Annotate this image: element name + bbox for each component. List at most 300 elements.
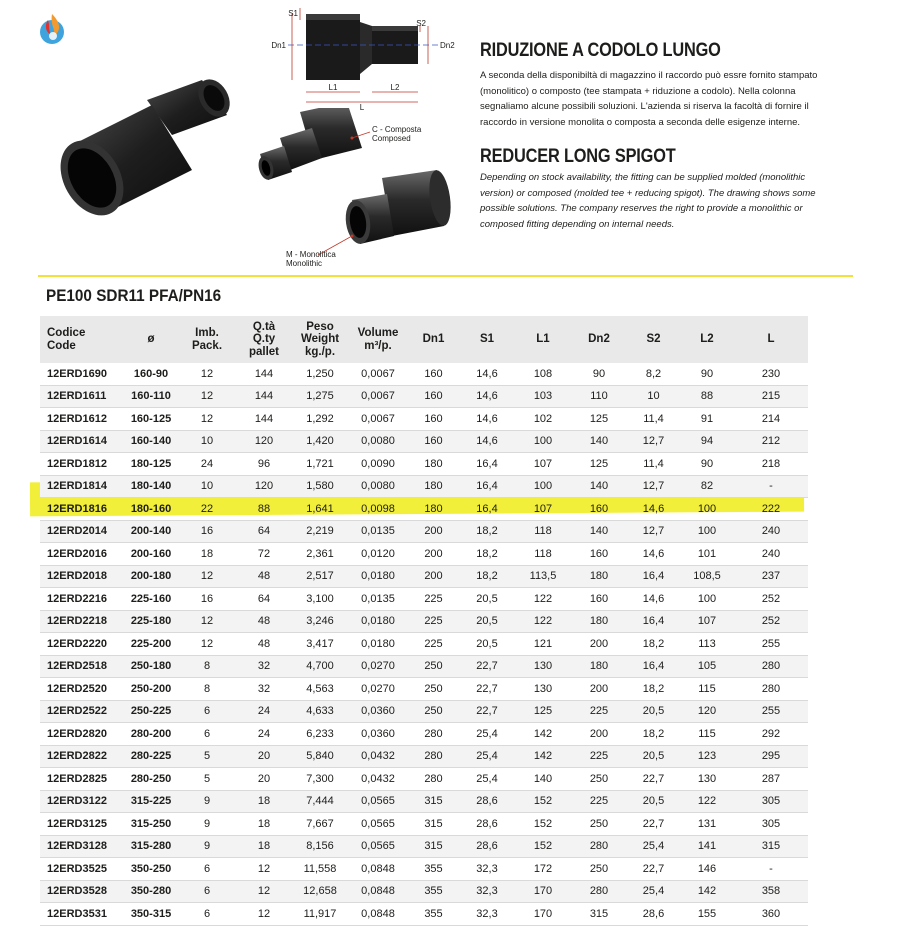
- cell-pallet-qty: 120: [236, 475, 292, 498]
- cell-code: 12ERD2825: [40, 768, 124, 791]
- cell-volume: 0,0180: [348, 565, 408, 588]
- cell-dn1: 200: [408, 543, 459, 566]
- cell-l: 280: [734, 655, 808, 678]
- cell-weight: 3,246: [292, 610, 348, 633]
- table-row: [40, 408, 808, 431]
- cell-s1: 32,3: [459, 903, 515, 926]
- cell-l2: 130: [680, 768, 734, 791]
- cell-l: -: [734, 858, 808, 881]
- cell-code: 12ERD2520: [40, 678, 124, 701]
- col-header-l2: L2: [680, 316, 734, 363]
- dim-label-dn2: Dn2: [440, 41, 455, 50]
- cell-pack: 9: [178, 813, 236, 836]
- cell-pallet-qty: 96: [236, 453, 292, 476]
- cell-code: 12ERD1611: [40, 385, 124, 408]
- cell-l: 252: [734, 610, 808, 633]
- cell-diameter: 200-180: [124, 565, 178, 588]
- cell-pallet-qty: 12: [236, 903, 292, 926]
- table-row: [40, 633, 808, 656]
- cell-dn1: 225: [408, 588, 459, 611]
- cell-pack: 5: [178, 768, 236, 791]
- cell-pallet-qty: 18: [236, 835, 292, 858]
- cell-dn2: 180: [571, 655, 627, 678]
- cell-dn2: 90: [571, 363, 627, 385]
- col-header-dn2: Dn2: [571, 316, 627, 363]
- cell-volume: 0,0135: [348, 520, 408, 543]
- cell-volume: 0,0360: [348, 723, 408, 746]
- cell-s2: 20,5: [627, 790, 680, 813]
- cell-weight: 8,156: [292, 835, 348, 858]
- cell-l1: 122: [515, 588, 571, 611]
- cell-diameter: 250-180: [124, 655, 178, 678]
- cell-s2: 16,4: [627, 655, 680, 678]
- description-english: Depending on stock availability, the fitting can be supplied molded (monolithic version) or composed (molded tee + reducing spigot). The drawing shows some possible solutions. The company reserves the right to provide a monolithic or composed fitting depending on internal needs.: [480, 172, 816, 230]
- cell-l1: 172: [515, 858, 571, 881]
- cell-l2: 101: [680, 543, 734, 566]
- cell-diameter: 280-225: [124, 745, 178, 768]
- company-logo: [38, 12, 68, 46]
- cell-l2: 120: [680, 700, 734, 723]
- cell-pack: 12: [178, 565, 236, 588]
- cell-volume: 0,0180: [348, 633, 408, 656]
- cell-volume: 0,0270: [348, 678, 408, 701]
- cell-s1: 16,4: [459, 498, 515, 521]
- cell-dn1: 315: [408, 790, 459, 813]
- cell-code: 12ERD2522: [40, 700, 124, 723]
- cell-volume: 0,0432: [348, 768, 408, 791]
- cell-s2: 22,7: [627, 813, 680, 836]
- section-divider: [38, 275, 853, 277]
- table-row: [40, 903, 808, 926]
- cell-pack: 8: [178, 655, 236, 678]
- cell-pack: 8: [178, 678, 236, 701]
- cell-l1: 122: [515, 610, 571, 633]
- cell-volume: 0,0080: [348, 430, 408, 453]
- table-row: [40, 588, 808, 611]
- cell-volume: 0,0432: [348, 745, 408, 768]
- cell-pack: 16: [178, 588, 236, 611]
- cell-diameter: 280-200: [124, 723, 178, 746]
- cell-l2: 122: [680, 790, 734, 813]
- cell-diameter: 180-160: [124, 498, 178, 521]
- cell-dn1: 160: [408, 363, 459, 385]
- cell-code: 12ERD2016: [40, 543, 124, 566]
- product-photo: [52, 60, 252, 230]
- cell-volume: 0,0848: [348, 880, 408, 903]
- cell-s1: 28,6: [459, 790, 515, 813]
- cell-l2: 100: [680, 588, 734, 611]
- cell-l2: 155: [680, 903, 734, 926]
- cell-dn1: 355: [408, 903, 459, 926]
- title-english: REDUCER LONG SPIGOT: [480, 146, 676, 167]
- title-italian: RIDUZIONE A CODOLO LUNGO: [480, 40, 721, 61]
- cell-l2: 115: [680, 678, 734, 701]
- cell-volume: 0,0360: [348, 700, 408, 723]
- cell-s1: 28,6: [459, 813, 515, 836]
- cell-pack: 6: [178, 903, 236, 926]
- cell-volume: 0,0565: [348, 813, 408, 836]
- cell-diameter: 315-250: [124, 813, 178, 836]
- table-row: [40, 723, 808, 746]
- description-italian: A seconda della disponibiltà di magazzino il raccordo può essre fornito stampato (monolitico) o composto (tee stampata + riduzione a codolo). Nella colonna segnaliamo alcune possibili soluzioni. L'azienda si riserva la facoltà di fornire il raccordo in versione monolita o composta a seconda delle esigenze interne.: [480, 70, 818, 128]
- cell-code: 12ERD1812: [40, 453, 124, 476]
- cell-pallet-qty: 18: [236, 790, 292, 813]
- cell-s2: 10: [627, 385, 680, 408]
- cell-pallet-qty: 32: [236, 655, 292, 678]
- cell-volume: 0,0565: [348, 790, 408, 813]
- cell-l2: 100: [680, 520, 734, 543]
- cell-code: 12ERD3125: [40, 813, 124, 836]
- cell-code: 12ERD3528: [40, 880, 124, 903]
- cell-dn2: 250: [571, 858, 627, 881]
- cell-l2: 105: [680, 655, 734, 678]
- cell-s1: 14,6: [459, 385, 515, 408]
- cell-dn1: 160: [408, 408, 459, 431]
- table-row: [40, 475, 808, 498]
- cell-l: 237: [734, 565, 808, 588]
- cell-weight: 1,641: [292, 498, 348, 521]
- cell-pallet-qty: 32: [236, 678, 292, 701]
- cell-dn1: 160: [408, 430, 459, 453]
- cell-pallet-qty: 120: [236, 430, 292, 453]
- cell-code: 12ERD3122: [40, 790, 124, 813]
- cell-s1: 14,6: [459, 363, 515, 385]
- cell-l1: 130: [515, 655, 571, 678]
- cell-weight: 3,100: [292, 588, 348, 611]
- cell-weight: 4,633: [292, 700, 348, 723]
- table-row: [40, 430, 808, 453]
- cell-s1: 28,6: [459, 835, 515, 858]
- composed-label-en: Composed: [372, 134, 411, 143]
- cell-dn2: 225: [571, 700, 627, 723]
- variant-label-monolithic: [286, 250, 336, 268]
- cell-dn1: 280: [408, 768, 459, 791]
- cell-l1: 107: [515, 498, 571, 521]
- cell-pack: 12: [178, 610, 236, 633]
- cell-s1: 14,6: [459, 430, 515, 453]
- cell-dn2: 200: [571, 723, 627, 746]
- cell-volume: 0,0067: [348, 385, 408, 408]
- table-row: [40, 655, 808, 678]
- col-header-code: Codice Code: [40, 316, 124, 363]
- cell-dn1: 355: [408, 858, 459, 881]
- cell-diameter: 160-90: [124, 363, 178, 385]
- dim-label-l: L: [359, 103, 365, 112]
- cell-volume: 0,0067: [348, 408, 408, 431]
- cell-weight: 3,417: [292, 633, 348, 656]
- cell-volume: 0,0067: [348, 363, 408, 385]
- cell-dn1: 315: [408, 813, 459, 836]
- cell-s1: 20,5: [459, 633, 515, 656]
- cell-dn1: 250: [408, 700, 459, 723]
- cell-pack: 12: [178, 385, 236, 408]
- cell-l2: 91: [680, 408, 734, 431]
- cell-diameter: 160-125: [124, 408, 178, 431]
- cell-s2: 14,6: [627, 543, 680, 566]
- table-row: [40, 498, 808, 521]
- cell-code: 12ERD3525: [40, 858, 124, 881]
- cell-diameter: 280-250: [124, 768, 178, 791]
- cell-l: 358: [734, 880, 808, 903]
- table-row: [40, 385, 808, 408]
- cell-pallet-qty: 20: [236, 745, 292, 768]
- cell-dn1: 315: [408, 835, 459, 858]
- table-row: [40, 858, 808, 881]
- cell-l: 295: [734, 745, 808, 768]
- cell-pack: 16: [178, 520, 236, 543]
- cell-s2: 11,4: [627, 408, 680, 431]
- cell-pack: 6: [178, 723, 236, 746]
- cell-l: 255: [734, 633, 808, 656]
- table-header-row: [40, 316, 808, 363]
- col-header-diameter: ø: [124, 316, 178, 363]
- table-row: [40, 678, 808, 701]
- cell-l: 287: [734, 768, 808, 791]
- cell-dn2: 250: [571, 813, 627, 836]
- cell-s2: 20,5: [627, 700, 680, 723]
- table-row: [40, 610, 808, 633]
- cell-s2: 22,7: [627, 768, 680, 791]
- cell-dn2: 315: [571, 903, 627, 926]
- cell-dn2: 125: [571, 453, 627, 476]
- cell-diameter: 225-160: [124, 588, 178, 611]
- cell-l: 230: [734, 363, 808, 385]
- cell-s2: 12,7: [627, 475, 680, 498]
- cell-s2: 14,6: [627, 498, 680, 521]
- cell-s1: 18,2: [459, 520, 515, 543]
- cell-dn1: 160: [408, 385, 459, 408]
- cell-dn1: 180: [408, 475, 459, 498]
- cell-pack: 6: [178, 858, 236, 881]
- cell-l1: 130: [515, 678, 571, 701]
- cell-l2: 90: [680, 363, 734, 385]
- cell-dn2: 225: [571, 745, 627, 768]
- cell-code: 12ERD1614: [40, 430, 124, 453]
- cell-s1: 22,7: [459, 655, 515, 678]
- cell-s1: 16,4: [459, 453, 515, 476]
- cell-pack: 10: [178, 430, 236, 453]
- dim-label-l2: L2: [390, 83, 400, 92]
- cell-l1: 142: [515, 745, 571, 768]
- cell-l1: 113,5: [515, 565, 571, 588]
- cell-s2: 18,2: [627, 723, 680, 746]
- cell-l: 214: [734, 408, 808, 431]
- cell-s2: 22,7: [627, 858, 680, 881]
- cell-code: 12ERD3128: [40, 835, 124, 858]
- cell-code: 12ERD2820: [40, 723, 124, 746]
- cell-l2: 146: [680, 858, 734, 881]
- cell-l: 280: [734, 678, 808, 701]
- cell-s1: 25,4: [459, 723, 515, 746]
- cell-l: 218: [734, 453, 808, 476]
- table-row: [40, 453, 808, 476]
- cell-dn1: 200: [408, 520, 459, 543]
- cell-pack: 12: [178, 408, 236, 431]
- cell-l2: 113: [680, 633, 734, 656]
- cell-diameter: 180-125: [124, 453, 178, 476]
- cell-l: 315: [734, 835, 808, 858]
- cell-code: 12ERD3531: [40, 903, 124, 926]
- cell-pallet-qty: 72: [236, 543, 292, 566]
- cell-l1: 100: [515, 475, 571, 498]
- cell-pallet-qty: 24: [236, 723, 292, 746]
- cell-diameter: 250-225: [124, 700, 178, 723]
- col-header-dn1: Dn1: [408, 316, 459, 363]
- cell-l: 212: [734, 430, 808, 453]
- cell-l2: 115: [680, 723, 734, 746]
- cell-s2: 11,4: [627, 453, 680, 476]
- cell-diameter: 200-160: [124, 543, 178, 566]
- cell-weight: 2,361: [292, 543, 348, 566]
- cell-pallet-qty: 48: [236, 633, 292, 656]
- cell-diameter: 200-140: [124, 520, 178, 543]
- cell-weight: 7,444: [292, 790, 348, 813]
- cell-l1: 140: [515, 768, 571, 791]
- cell-l: -: [734, 475, 808, 498]
- cell-l1: 100: [515, 430, 571, 453]
- cell-s2: 25,4: [627, 835, 680, 858]
- cell-code: 12ERD1690: [40, 363, 124, 385]
- col-header-pallet-qty: Q.tà Q.ty pallet: [236, 316, 292, 363]
- cell-l: 305: [734, 790, 808, 813]
- cell-code: 12ERD2216: [40, 588, 124, 611]
- cell-pallet-qty: 48: [236, 610, 292, 633]
- cell-l2: 88: [680, 385, 734, 408]
- cell-diameter: 180-140: [124, 475, 178, 498]
- cell-dn2: 125: [571, 408, 627, 431]
- cell-dn1: 250: [408, 655, 459, 678]
- cell-dn2: 180: [571, 565, 627, 588]
- cell-s1: 25,4: [459, 745, 515, 768]
- cell-l: 240: [734, 543, 808, 566]
- cell-l2: 90: [680, 453, 734, 476]
- cell-l1: 103: [515, 385, 571, 408]
- variant-illustrations: [252, 108, 467, 273]
- cell-code: 12ERD2014: [40, 520, 124, 543]
- table-row: [40, 745, 808, 768]
- cell-l2: 108,5: [680, 565, 734, 588]
- cell-pack: 6: [178, 700, 236, 723]
- cell-l1: 170: [515, 903, 571, 926]
- col-header-pack: Imb. Pack.: [178, 316, 236, 363]
- cell-l1: 152: [515, 835, 571, 858]
- cell-pack: 9: [178, 790, 236, 813]
- table-row: [40, 790, 808, 813]
- table-row: [40, 520, 808, 543]
- cell-s1: 18,2: [459, 565, 515, 588]
- cell-dn1: 225: [408, 610, 459, 633]
- table-row: [40, 700, 808, 723]
- cell-weight: 2,219: [292, 520, 348, 543]
- cell-l1: 170: [515, 880, 571, 903]
- cell-pallet-qty: 144: [236, 363, 292, 385]
- cell-weight: 4,563: [292, 678, 348, 701]
- cell-dn1: 200: [408, 565, 459, 588]
- cell-l: 240: [734, 520, 808, 543]
- cell-diameter: 225-180: [124, 610, 178, 633]
- cell-s2: 12,7: [627, 520, 680, 543]
- table-row: [40, 543, 808, 566]
- cell-diameter: 350-250: [124, 858, 178, 881]
- cell-pallet-qty: 18: [236, 813, 292, 836]
- cell-l2: 141: [680, 835, 734, 858]
- cell-dn1: 225: [408, 633, 459, 656]
- table-row: [40, 565, 808, 588]
- col-header-volume: Volume m³/p.: [348, 316, 408, 363]
- cell-dn2: 200: [571, 678, 627, 701]
- cell-weight: 1,292: [292, 408, 348, 431]
- cell-pallet-qty: 12: [236, 880, 292, 903]
- cell-pallet-qty: 64: [236, 520, 292, 543]
- cell-dn1: 180: [408, 498, 459, 521]
- cell-pack: 12: [178, 363, 236, 385]
- cell-weight: 7,300: [292, 768, 348, 791]
- cell-dn2: 140: [571, 520, 627, 543]
- col-header-l: L: [734, 316, 808, 363]
- cell-dn2: 225: [571, 790, 627, 813]
- cell-pallet-qty: 64: [236, 588, 292, 611]
- cell-dn2: 280: [571, 880, 627, 903]
- cell-s1: 20,5: [459, 610, 515, 633]
- cell-weight: 12,658: [292, 880, 348, 903]
- cell-s2: 16,4: [627, 565, 680, 588]
- cell-l1: 121: [515, 633, 571, 656]
- cell-l: 252: [734, 588, 808, 611]
- dim-label-dn1: Dn1: [271, 41, 286, 50]
- cell-pack: 5: [178, 745, 236, 768]
- cell-s1: 32,3: [459, 858, 515, 881]
- cell-l2: 100: [680, 498, 734, 521]
- cell-l1: 107: [515, 453, 571, 476]
- cell-dn1: 355: [408, 880, 459, 903]
- cell-weight: 1,275: [292, 385, 348, 408]
- cell-volume: 0,0098: [348, 498, 408, 521]
- dim-label-s2: S2: [416, 19, 426, 28]
- cell-pack: 6: [178, 880, 236, 903]
- cell-volume: 0,0120: [348, 543, 408, 566]
- cell-l1: 118: [515, 520, 571, 543]
- cell-volume: 0,0848: [348, 903, 408, 926]
- cell-dn2: 110: [571, 385, 627, 408]
- monolithic-label-en: Monolithic: [286, 259, 323, 268]
- cell-dn2: 280: [571, 835, 627, 858]
- cell-s1: 25,4: [459, 768, 515, 791]
- cell-diameter: 250-200: [124, 678, 178, 701]
- cell-pallet-qty: 12: [236, 858, 292, 881]
- cell-weight: 5,840: [292, 745, 348, 768]
- cell-s2: 16,4: [627, 610, 680, 633]
- table-row: [40, 835, 808, 858]
- cell-pallet-qty: 20: [236, 768, 292, 791]
- cell-dn2: 160: [571, 588, 627, 611]
- cell-code: 12ERD2218: [40, 610, 124, 633]
- cell-weight: 1,721: [292, 453, 348, 476]
- cell-s1: 14,6: [459, 408, 515, 431]
- cell-l1: 108: [515, 363, 571, 385]
- cell-l: 292: [734, 723, 808, 746]
- col-header-l1: L1: [515, 316, 571, 363]
- technical-drawing: [268, 0, 458, 122]
- cell-code: 12ERD1814: [40, 475, 124, 498]
- cell-l1: 142: [515, 723, 571, 746]
- cell-pallet-qty: 24: [236, 700, 292, 723]
- cell-pack: 24: [178, 453, 236, 476]
- cell-s2: 20,5: [627, 745, 680, 768]
- cell-pack: 18: [178, 543, 236, 566]
- cell-l1: 102: [515, 408, 571, 431]
- cell-dn2: 140: [571, 475, 627, 498]
- cell-diameter: 315-280: [124, 835, 178, 858]
